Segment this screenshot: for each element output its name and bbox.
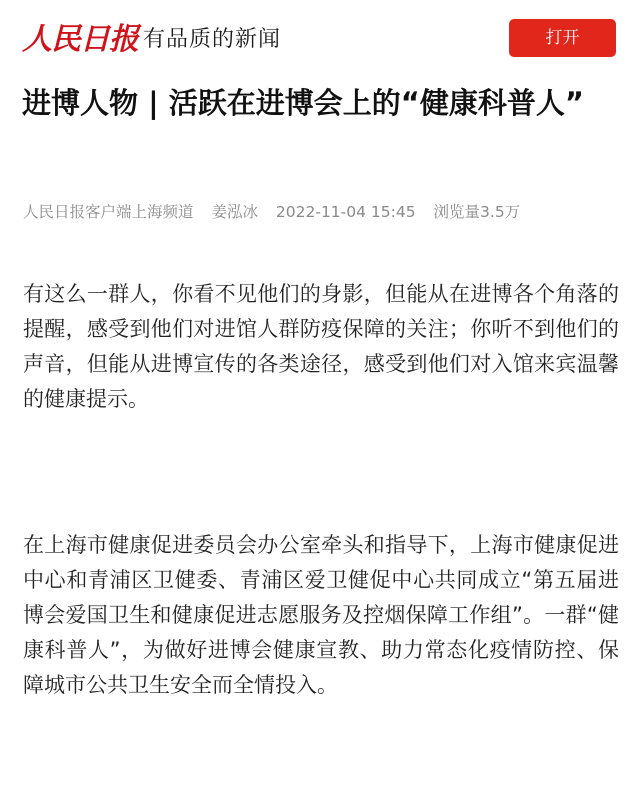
- header-tagline: 有品质的新闻: [143, 27, 282, 52]
- app-header: [0, 0, 639, 80]
- article-author: 姜泓冰: [211, 203, 258, 221]
- article-datetime: 2022-11-04 15:45: [275, 203, 416, 221]
- article-paragraph: 在上海市健康促进委员会办公室牵头和指导下，上海市健康促进中心和青浦区卫健委、青浦区爱卫健促中心共同成立“第五届进博会爱国卫生和健康促进志愿服务及控烟保障工作组”。一群“健康科普人”，为做好进博会健康宣教、助力常态化疫情防控、保障城市公共卫生安全而全情投入。: [23, 533, 619, 697]
- article-paragraph: 有这么一群人，你看不见他们的身影，但能从在进博各个角落的提醒，感受到他们对进馆人群防疫保障的关注；你听不到他们的声音，但能从进博宣传的各类途径，感受到他们对入馆来宾温馨的健康提示。: [23, 282, 619, 411]
- article-source: 人民日报客户端上海频道: [23, 203, 194, 221]
- article-views: 浏览量3.5万: [433, 203, 521, 221]
- article-title: 进博人物 | 活跃在进博会上的“健康科普人”: [22, 86, 584, 120]
- people-daily-logo: 人民日报: [22, 22, 138, 57]
- open-app-button[interactable]: 打开: [509, 19, 616, 57]
- article-meta: [23, 197, 623, 227]
